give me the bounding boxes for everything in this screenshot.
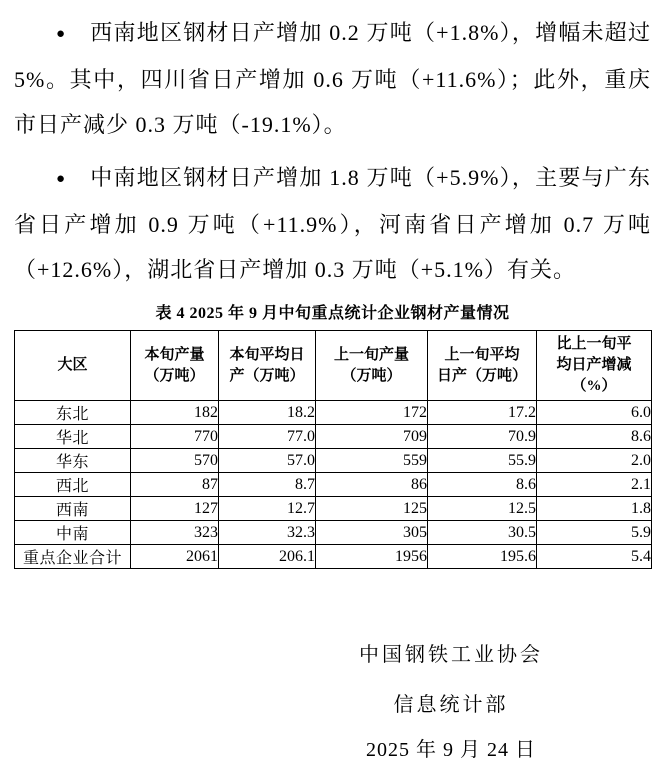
header-cell-prev-daily-avg <box>428 331 537 401</box>
cell-region: 重点企业合计 <box>15 545 131 569</box>
bullet-paragraph-southwest <box>14 10 651 147</box>
cell-region: 西北 <box>15 473 131 497</box>
cell-value: 2.0 <box>537 449 652 473</box>
cell-value: 57.0 <box>219 449 316 473</box>
cell-value: 30.5 <box>428 521 537 545</box>
signature-block <box>236 643 665 762</box>
cell-value: 125 <box>316 497 428 521</box>
table-row-total <box>15 545 652 569</box>
header-line: （%） <box>571 378 617 394</box>
header-cell-change-pct <box>537 331 652 401</box>
cell-value: 206.1 <box>219 545 316 569</box>
cell-value: 17.2 <box>428 401 537 425</box>
organization-name: 中国钢铁工业协会 <box>359 644 543 666</box>
cell-region: 东北 <box>15 401 131 425</box>
cell-value: 70.9 <box>428 425 537 449</box>
cell-value: 77.0 <box>219 425 316 449</box>
cell-value: 570 <box>131 449 219 473</box>
paragraph-text: 西南地区钢材日产增加 0.2 万吨（+1.8%），增幅未超过 5%。其中，四川省日产增加 0.6 万吨（+11.6%）；此外，重庆市日产减少 0.3 万吨（-19.1%）。 <box>14 20 651 137</box>
header-line: （万吨） <box>144 367 205 384</box>
header-cell-current-daily-avg <box>219 331 316 401</box>
header-line: 比上一旬平 <box>556 336 632 352</box>
header-line: 上一旬产量 <box>333 346 409 363</box>
cell-value: 87 <box>131 473 219 497</box>
cell-value: 1.8 <box>537 497 652 521</box>
header-line: 本旬产量 <box>144 346 205 363</box>
steel-production-table <box>14 330 652 569</box>
cell-value: 5.9 <box>537 521 652 545</box>
cell-value: 127 <box>131 497 219 521</box>
cell-value: 6.0 <box>537 401 652 425</box>
header-cell-current-output <box>131 331 219 401</box>
cell-value: 2.1 <box>537 473 652 497</box>
table-row <box>15 497 652 521</box>
table-row <box>15 521 652 545</box>
cell-value: 18.2 <box>219 401 316 425</box>
bullet-paragraph-central-south <box>14 155 651 292</box>
cell-value: 8.7 <box>219 473 316 497</box>
bullet-icon: ● <box>56 171 66 187</box>
cell-value: 12.5 <box>428 497 537 521</box>
cell-region: 中南 <box>15 521 131 545</box>
header-line: 本旬平均日 <box>229 346 305 363</box>
cell-value: 32.3 <box>219 521 316 545</box>
document-date: 2025 年 9 月 24 日 <box>366 739 536 761</box>
table-row <box>15 473 652 497</box>
cell-value: 559 <box>316 449 428 473</box>
cell-value: 1956 <box>316 545 428 569</box>
cell-value: 5.4 <box>537 545 652 569</box>
cell-value: 195.6 <box>428 545 537 569</box>
table-header-row <box>15 331 652 401</box>
cell-value: 172 <box>316 401 428 425</box>
header-cell-prev-output <box>316 331 428 401</box>
cell-value: 709 <box>316 425 428 449</box>
cell-value: 182 <box>131 401 219 425</box>
bullet-icon: ● <box>56 26 66 42</box>
header-line: 大区 <box>57 357 88 373</box>
header-line: 日产（万吨） <box>436 367 527 384</box>
cell-value: 12.7 <box>219 497 316 521</box>
cell-region: 西南 <box>15 497 131 521</box>
header-line: （万吨） <box>341 367 402 384</box>
table-row <box>15 449 652 473</box>
table-row <box>15 401 652 425</box>
table-title: 表 4 2025 年 9 月中旬重点统计企业钢材产量情况 <box>155 305 510 322</box>
cell-value: 2061 <box>131 545 219 569</box>
cell-value: 86 <box>316 473 428 497</box>
header-line: 产（万吨） <box>229 367 305 384</box>
cell-value: 8.6 <box>537 425 652 449</box>
header-cell-region <box>15 331 131 401</box>
cell-region: 华东 <box>15 449 131 473</box>
header-line: 上一旬平均 <box>444 346 520 363</box>
cell-value: 305 <box>316 521 428 545</box>
cell-value: 8.6 <box>428 473 537 497</box>
cell-region: 华北 <box>15 425 131 449</box>
table-row <box>15 425 652 449</box>
paragraph-text: 中南地区钢材日产增加 1.8 万吨（+5.9%），主要与广东省日产增加 0.9 万吨（+11.9%），河南省日产增加 0.7 万吨（+12.6%），湖北省日产增加 0.3 万吨（+5.1%）有关。 <box>14 165 651 282</box>
cell-value: 770 <box>131 425 219 449</box>
cell-value: 55.9 <box>428 449 537 473</box>
cell-value: 323 <box>131 521 219 545</box>
header-line: 均日产增减 <box>556 357 632 373</box>
department-name: 信息统计部 <box>393 694 509 716</box>
